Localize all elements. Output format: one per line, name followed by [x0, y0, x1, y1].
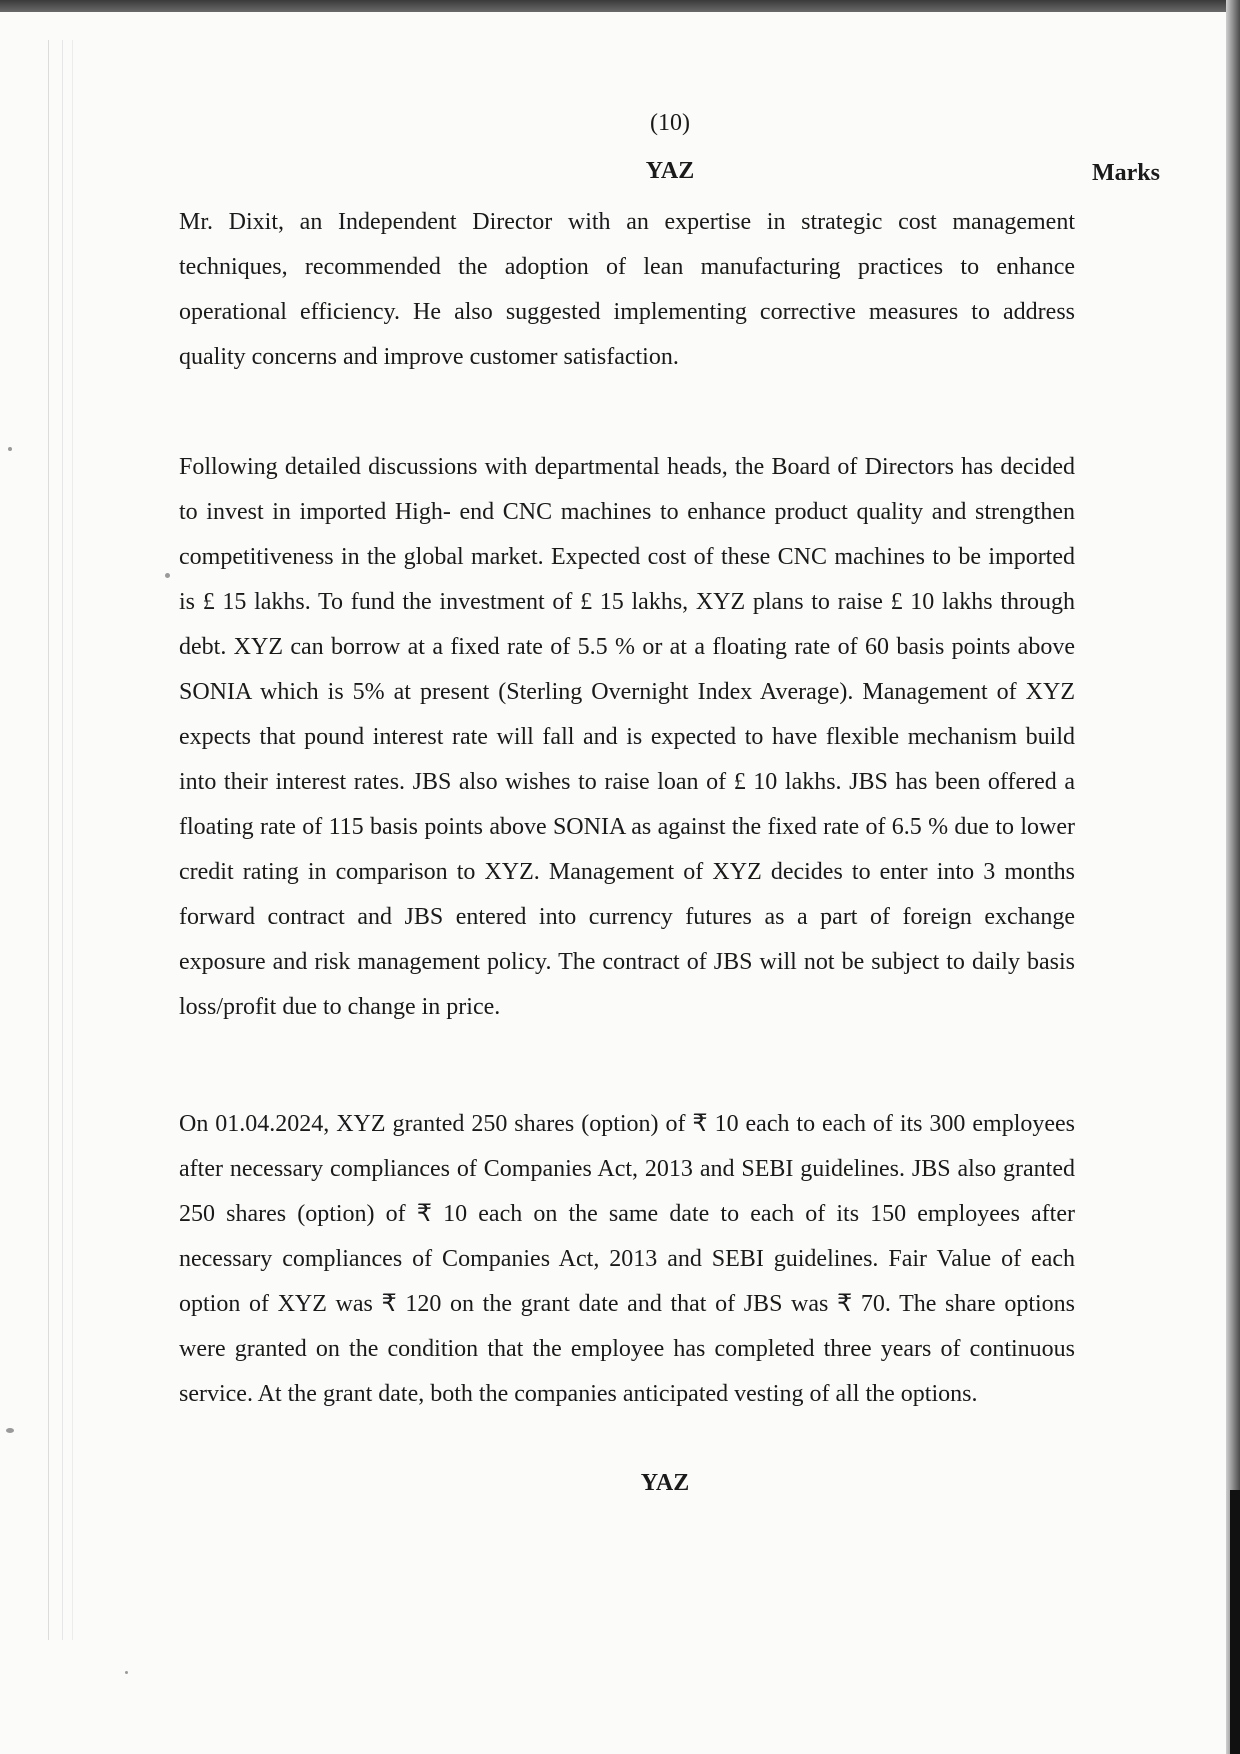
scan-right-border-shadow [1230, 1490, 1240, 1754]
paragraph-text: Following detailed discussions with departmental heads, the Board of Directors has decided to invest in imported High- end CNC machines to enhance product quality and strengthen competitiveness in the global market. Expected cost of these CNC machines to be imported is £ 15 lakhs. To fund the investment of £ 15 lakhs, XYZ plans to raise £ 10 lakhs through debt. XYZ can borrow at a fixed rate of 5.5 % or at a floating rate of 60 basis points above SONIA which is 5% at present (Sterling Overnight Index Average). Management of XYZ expects that pound interest rate will fall and is expected to have flexible mechanism build into their interest rates. JBS also wishes to raise loan of £ 10 lakhs. JBS has been offered a floating rate of 115 basis points above SONIA as against the fixed rate of 6.5 % due to lower credit rating in comparison to XYZ. Management of XYZ decides to enter into 3 months forward contract and JBS entered into currency futures as a part of foreign exchange exposure and risk management policy. The contract of JBS will not be subject to daily basis loss/profit due to change in price. [179, 454, 1075, 1020]
marks-column-heading: Marks [1092, 160, 1160, 186]
paragraph [179, 1102, 1075, 1417]
paragraph-text: Mr. Dixit, an Independent Director with an expertise in strategic cost management techniques, recommended the adoption of lean manufacturing practices to enhance operational efficiency. He also suggested implementing corrective measures to address quality concerns and improve customer satisfaction. [179, 209, 1075, 370]
page-number: (10) [650, 110, 690, 136]
page-edge-line [62, 40, 63, 1640]
scan-speck [125, 1671, 128, 1674]
page-edge-line [48, 40, 49, 1640]
paragraph [179, 445, 1075, 1030]
scan-speck [165, 573, 170, 578]
paragraph-text: On 01.04.2024, XYZ granted 250 shares (option) of ₹ 10 each to each of its 300 employees after necessary compliances of Companies Act, 2013 and SEBI guidelines. JBS also granted 250 shares (option) of ₹ 10 each on the same date to each of its 150 employees after necessary compliances of Companies Act, 2013 and SEBI guidelines. Fair Value of each option of XYZ was ₹ 120 on the grant date and that of JBS was ₹ 70. The share options were granted on the condition that the employee has completed three years of continuous service. At the grant date, both the companies anticipated vesting of all the options. [179, 1111, 1075, 1407]
scan-speck [6, 1428, 14, 1433]
scan-speck [8, 447, 12, 451]
page-edge-line [72, 40, 73, 1640]
scan-top-border [0, 0, 1240, 12]
footer-running-head: YAZ [640, 1470, 690, 1496]
paragraph [179, 200, 1075, 380]
running-head: YAZ [645, 158, 695, 184]
